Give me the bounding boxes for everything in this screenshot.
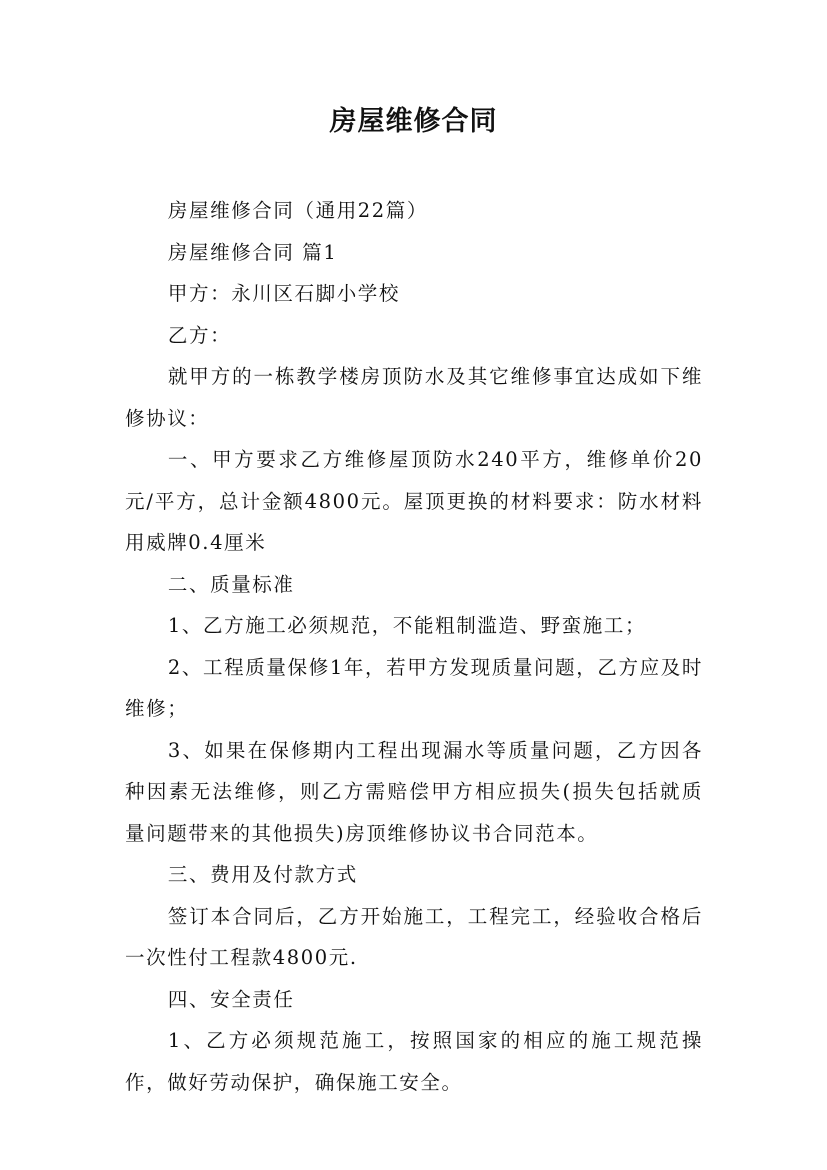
paragraph-payment: 签订本合同后，乙方开始施工，工程完工，经验收合格后一次性付工程款4800元.	[125, 904, 703, 969]
paragraph-clause-1: 一、甲方要求乙方维修屋顶防水240平方，维修单价20元/平方，总计金额4800元。屋顶更换的材料要求：防水材料用威牌0.4厘米	[125, 448, 703, 554]
paragraph-section-safety: 四、安全责任	[167, 987, 295, 1011]
paragraph-safety-1: 1、乙方必须规范施工，按照国家的相应的施工规范操作，做好劳动保护，确保施工安全。	[125, 1029, 703, 1094]
paragraph-section-payment: 三、费用及付款方式	[167, 863, 358, 886]
paragraph-subtitle: 房屋维修合同（通用22篇）	[167, 199, 429, 222]
paragraph-quality-3: 3、如果在保修期内工程出现漏水等质量问题，乙方因各种因素无法维修，则乙方需赔偿甲方相应损失(损失包括就质量问题带来的其他损失)房顶维修协议书合同范本。	[125, 738, 703, 845]
paragraph-intro: 就甲方的一栋教学楼房顶防水及其它维修事宜达成如下维修协议：	[125, 365, 703, 430]
paragraph-party-a: 甲方：永川区石脚小学校	[167, 282, 400, 305]
paragraph-quality-2: 2、工程质量保修1年，若甲方发现质量问题，乙方应及时维修；	[125, 655, 703, 720]
document-body	[125, 190, 703, 1103]
paragraph-quality-1: 1、乙方施工必须规范，不能粗制滥造、野蛮施工；	[167, 614, 647, 637]
document-title: 房屋维修合同	[329, 106, 498, 137]
paragraph-section-quality: 二、质量标准	[167, 572, 295, 596]
paragraph-article-heading: 房屋维修合同 篇1	[167, 240, 338, 264]
paragraph-party-b: 乙方：	[167, 323, 232, 347]
